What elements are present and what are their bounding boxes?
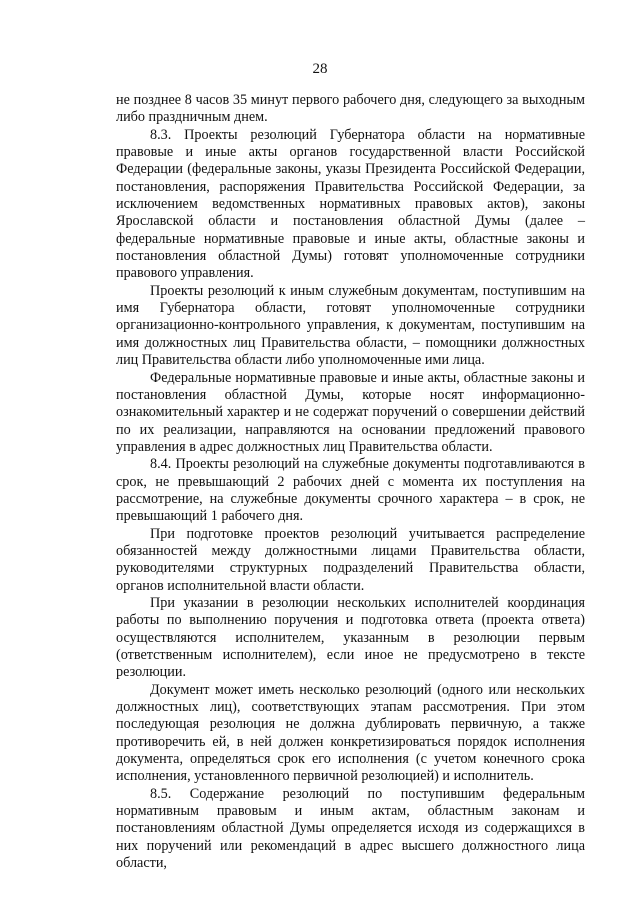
page-number: 28 [312,61,328,77]
paragraph-federal-acts: Федеральные нормативные правовые и иные акты, областные законы и постановления областной Думы, которые носят информационно-ознакомительный характер и не содержат поручений о совершении действий по их реализации, направляются на основании предложений правового управления в адрес должностных лиц Правительства области. [116,369,585,455]
page-body [116,92,585,872]
paragraph-8-3: 8.3. Проекты резолюций Губернатора области на нормативные правовые и иные акты органов государственной власти Российской Федерации (федеральные законы, указы Президента Российской Федерации, постановления, распоряжения Правительства Российской Федерации, за исключением ведомственных нормативных правовых актов), законы Ярославской области и постановления областной Думы (далее – федеральные нормативные правовые и иные акты, областные законы и постановления областной Думы) готовят уполномоченные сотрудники правового управления. [116,126,585,282]
paragraph-multiple-executors: При указании в резолюции нескольких исполнителей координация работы по выполнению поручения и подготовка ответа (проекта ответа) осуществляются исполнителем, указанным в резолюции первым (ответственным исполнителем), если иное не предусмотрено в тексте резолюции. [116,594,585,681]
paragraph-resolution-drafts: Проекты резолюций к иным служебным документам, поступившим на имя Губернатора области, готовят уполномоченные сотрудники организационно-контрольного управления, к документам, поступившим на имя должностных лиц Правительства области, – помощники должностных лиц Правительства области либо уполномоченные ими лица. [116,282,585,369]
paragraph-continuation: не позднее 8 часов 35 минут первого рабочего дня, следующего за выходным либо праздничным днем. [116,92,585,126]
paragraph-duties-distribution: При подготовке проектов резолюций учитывается распределение обязанностей между должностными лицами Правительства области, руководителями структурных подразделений Правительства области, органов исполнительной власти области. [116,525,585,594]
paragraph-multiple-resolutions: Документ может иметь несколько резолюций (одного или нескольких должностных лиц), соответствующих этапам рассмотрения. При этом последующая резолюция не должна дублировать первичную, а также противоречить ей, в ней должен конкретизироваться порядок исполнения документа, определяться срок его исполнения (с учетом конечного срока исполнения, установленного первичной резолюцией) и исполнитель. [116,681,585,785]
paragraph-8-5: 8.5. Содержание резолюций по поступившим федеральным нормативным правовым и иным актам, областным законам и постановлениям областной Думы определяется исходя из содержащихся в них поручений или рекомендаций в адрес высшего должностного лица области, [116,785,585,872]
paragraph-8-4: 8.4. Проекты резолюций на служебные документы подготавливаются в срок, не превышающий 2 рабочих дней с момента их поступления на рассмотрение, на служебные документы срочного характера – в срок, не превышающий 1 рабочего дня. [116,456,585,525]
